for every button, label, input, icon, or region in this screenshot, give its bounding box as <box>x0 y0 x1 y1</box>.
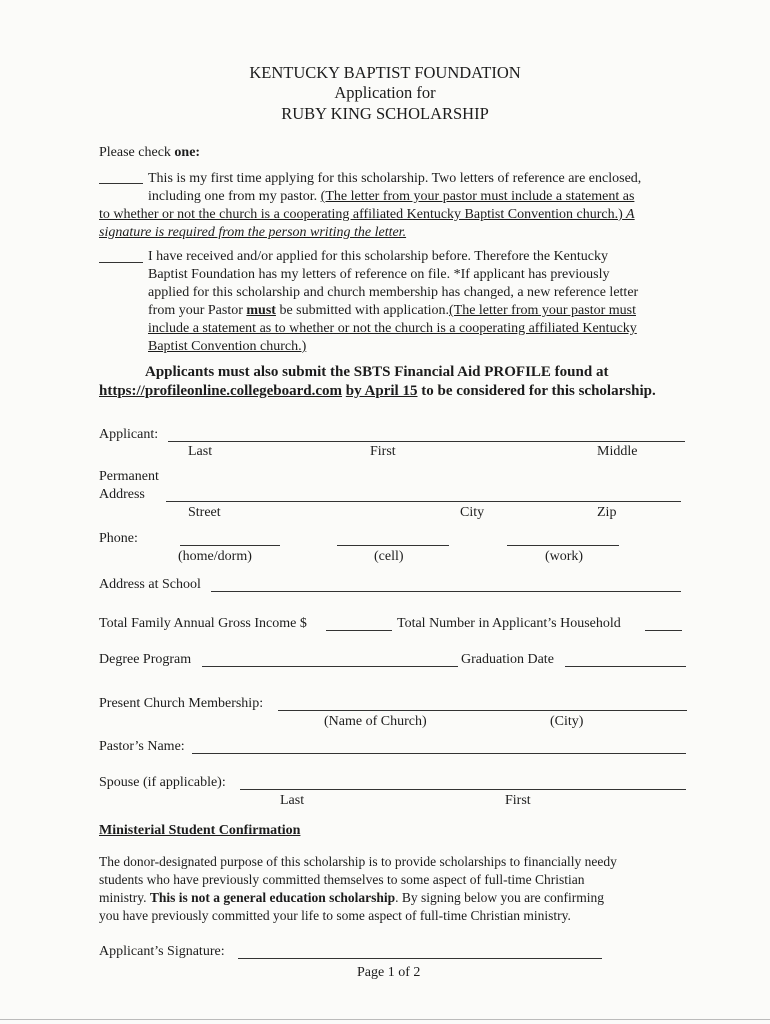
applicant-label: Applicant: <box>99 427 159 442</box>
address-label: Address <box>99 487 145 502</box>
returning-line-1: I have received and/or applied for this scholarship before. Therefore the Kentucky <box>148 249 608 264</box>
returning-line-4 <box>148 303 636 319</box>
applicant-middle-caption: Middle <box>597 444 638 459</box>
home-dorm-caption: (home/dorm) <box>178 549 252 564</box>
page-number: Page 1 of 2 <box>357 965 421 980</box>
spouse-field[interactable] <box>240 789 686 790</box>
application-subtitle: Application for <box>334 83 436 102</box>
ministerial-3b: This is not a general education scholarship <box>149 890 396 905</box>
cell-caption: (cell) <box>374 549 404 564</box>
check-prompt-text: Please check <box>99 145 175 160</box>
first-time-line-4: signature is required from the person writing the letter. <box>99 225 407 240</box>
spouse-last-caption: Last <box>280 793 305 808</box>
school-address-field[interactable] <box>211 591 681 592</box>
first-time-2b: (The letter from your pastor must include a statement as <box>320 189 635 204</box>
check-prompt <box>99 145 200 161</box>
phone-cell-field[interactable] <box>337 545 449 546</box>
returning-line-5: include a statement as to whether or not the church is a cooperating affiliated Kentucky <box>148 321 637 336</box>
income-field[interactable] <box>326 630 392 631</box>
scholarship-title: RUBY KING SCHOLARSHIP <box>281 104 489 123</box>
ministerial-3c: . By signing below you are confirming <box>395 890 605 905</box>
first-time-2a: including one from my pastor. <box>148 189 321 204</box>
org-title: KENTUCKY BAPTIST FOUNDATION <box>249 63 521 82</box>
applicant-name-field[interactable] <box>168 441 685 442</box>
returning-4c: be submitted with application. <box>275 303 449 318</box>
income-label: Total Family Annual Gross Income $ <box>99 616 307 631</box>
pastor-label: Pastor’s Name: <box>99 739 185 754</box>
ministerial-line-4: you have previously committed your life to some aspect of full-time Christian ministry. <box>99 908 571 923</box>
applicant-last-caption: Last <box>188 444 213 459</box>
church-field[interactable] <box>278 710 687 711</box>
first-time-checkbox-line[interactable] <box>99 183 143 184</box>
zip-caption: Zip <box>597 505 617 520</box>
work-caption: (work) <box>545 549 584 564</box>
profile-link[interactable]: https://profileonline.collegeboard.com <box>99 383 343 399</box>
graduation-label: Graduation Date <box>461 652 554 667</box>
notice-line-2 <box>99 383 656 400</box>
notice-line-1: Applicants must also submit the SBTS Financial Aid PROFILE found at <box>145 364 609 380</box>
notice-tail: to be considered for this scholarship. <box>417 383 656 399</box>
pastor-field[interactable] <box>192 753 686 754</box>
returning-4b: must <box>246 303 276 318</box>
church-city-caption: (City) <box>550 714 584 729</box>
ministerial-line-1: The donor-designated purpose of this scholarship is to provide scholarships to financially needy <box>99 854 617 869</box>
signature-field[interactable] <box>238 958 602 959</box>
returning-line-2: Baptist Foundation has my letters of reference on file. *If applicant has previously <box>148 267 610 282</box>
graduation-field[interactable] <box>565 666 686 667</box>
signature-label: Applicant’s Signature: <box>99 944 225 959</box>
ministerial-3a: ministry. <box>99 890 150 905</box>
household-field[interactable] <box>645 630 682 631</box>
household-label: Total Number in Applicant’s Household <box>397 616 621 631</box>
church-label: Present Church Membership: <box>99 696 264 711</box>
degree-label: Degree Program <box>99 652 192 667</box>
returning-checkbox-line[interactable] <box>99 262 143 263</box>
phone-label: Phone: <box>99 531 138 546</box>
phone-home-field[interactable] <box>180 545 280 546</box>
deadline: by April 15 <box>345 383 418 399</box>
city-caption: City <box>460 505 485 520</box>
bottom-rule <box>0 1019 770 1020</box>
first-time-line-1: This is my first time applying for this scholarship. Two letters of reference are enclosed, <box>148 171 642 186</box>
first-time-line-3 <box>99 207 635 223</box>
returning-line-6: Baptist Convention church.) <box>148 339 307 354</box>
ministerial-line-2: students who have previously committed themselves to some aspect of full-time Christian <box>99 872 585 887</box>
first-time-line-2 <box>148 189 634 205</box>
returning-line-3: applied for this scholarship and church membership has changed, a new reference letter <box>148 285 639 300</box>
permanent-label: Permanent <box>99 469 159 484</box>
returning-4a: from your Pastor <box>148 303 247 318</box>
first-time-3i: A <box>622 207 635 222</box>
spouse-label: Spouse (if applicable): <box>99 775 226 790</box>
spouse-first-caption: First <box>505 793 531 808</box>
first-time-3: to whether or not the church is a cooperating affiliated Kentucky Baptist Convention church.) <box>99 207 623 222</box>
school-address-label: Address at School <box>99 577 201 592</box>
phone-work-field[interactable] <box>507 545 619 546</box>
permanent-address-field[interactable] <box>166 501 681 502</box>
returning-4d: (The letter from your pastor must <box>448 303 636 318</box>
check-prompt-bold: one: <box>174 145 201 160</box>
degree-field[interactable] <box>202 666 458 667</box>
church-name-caption: (Name of Church) <box>324 714 427 729</box>
applicant-first-caption: First <box>370 444 396 459</box>
ministerial-heading: Ministerial Student Confirmation <box>99 823 301 838</box>
street-caption: Street <box>188 505 221 520</box>
ministerial-line-3 <box>99 890 604 906</box>
